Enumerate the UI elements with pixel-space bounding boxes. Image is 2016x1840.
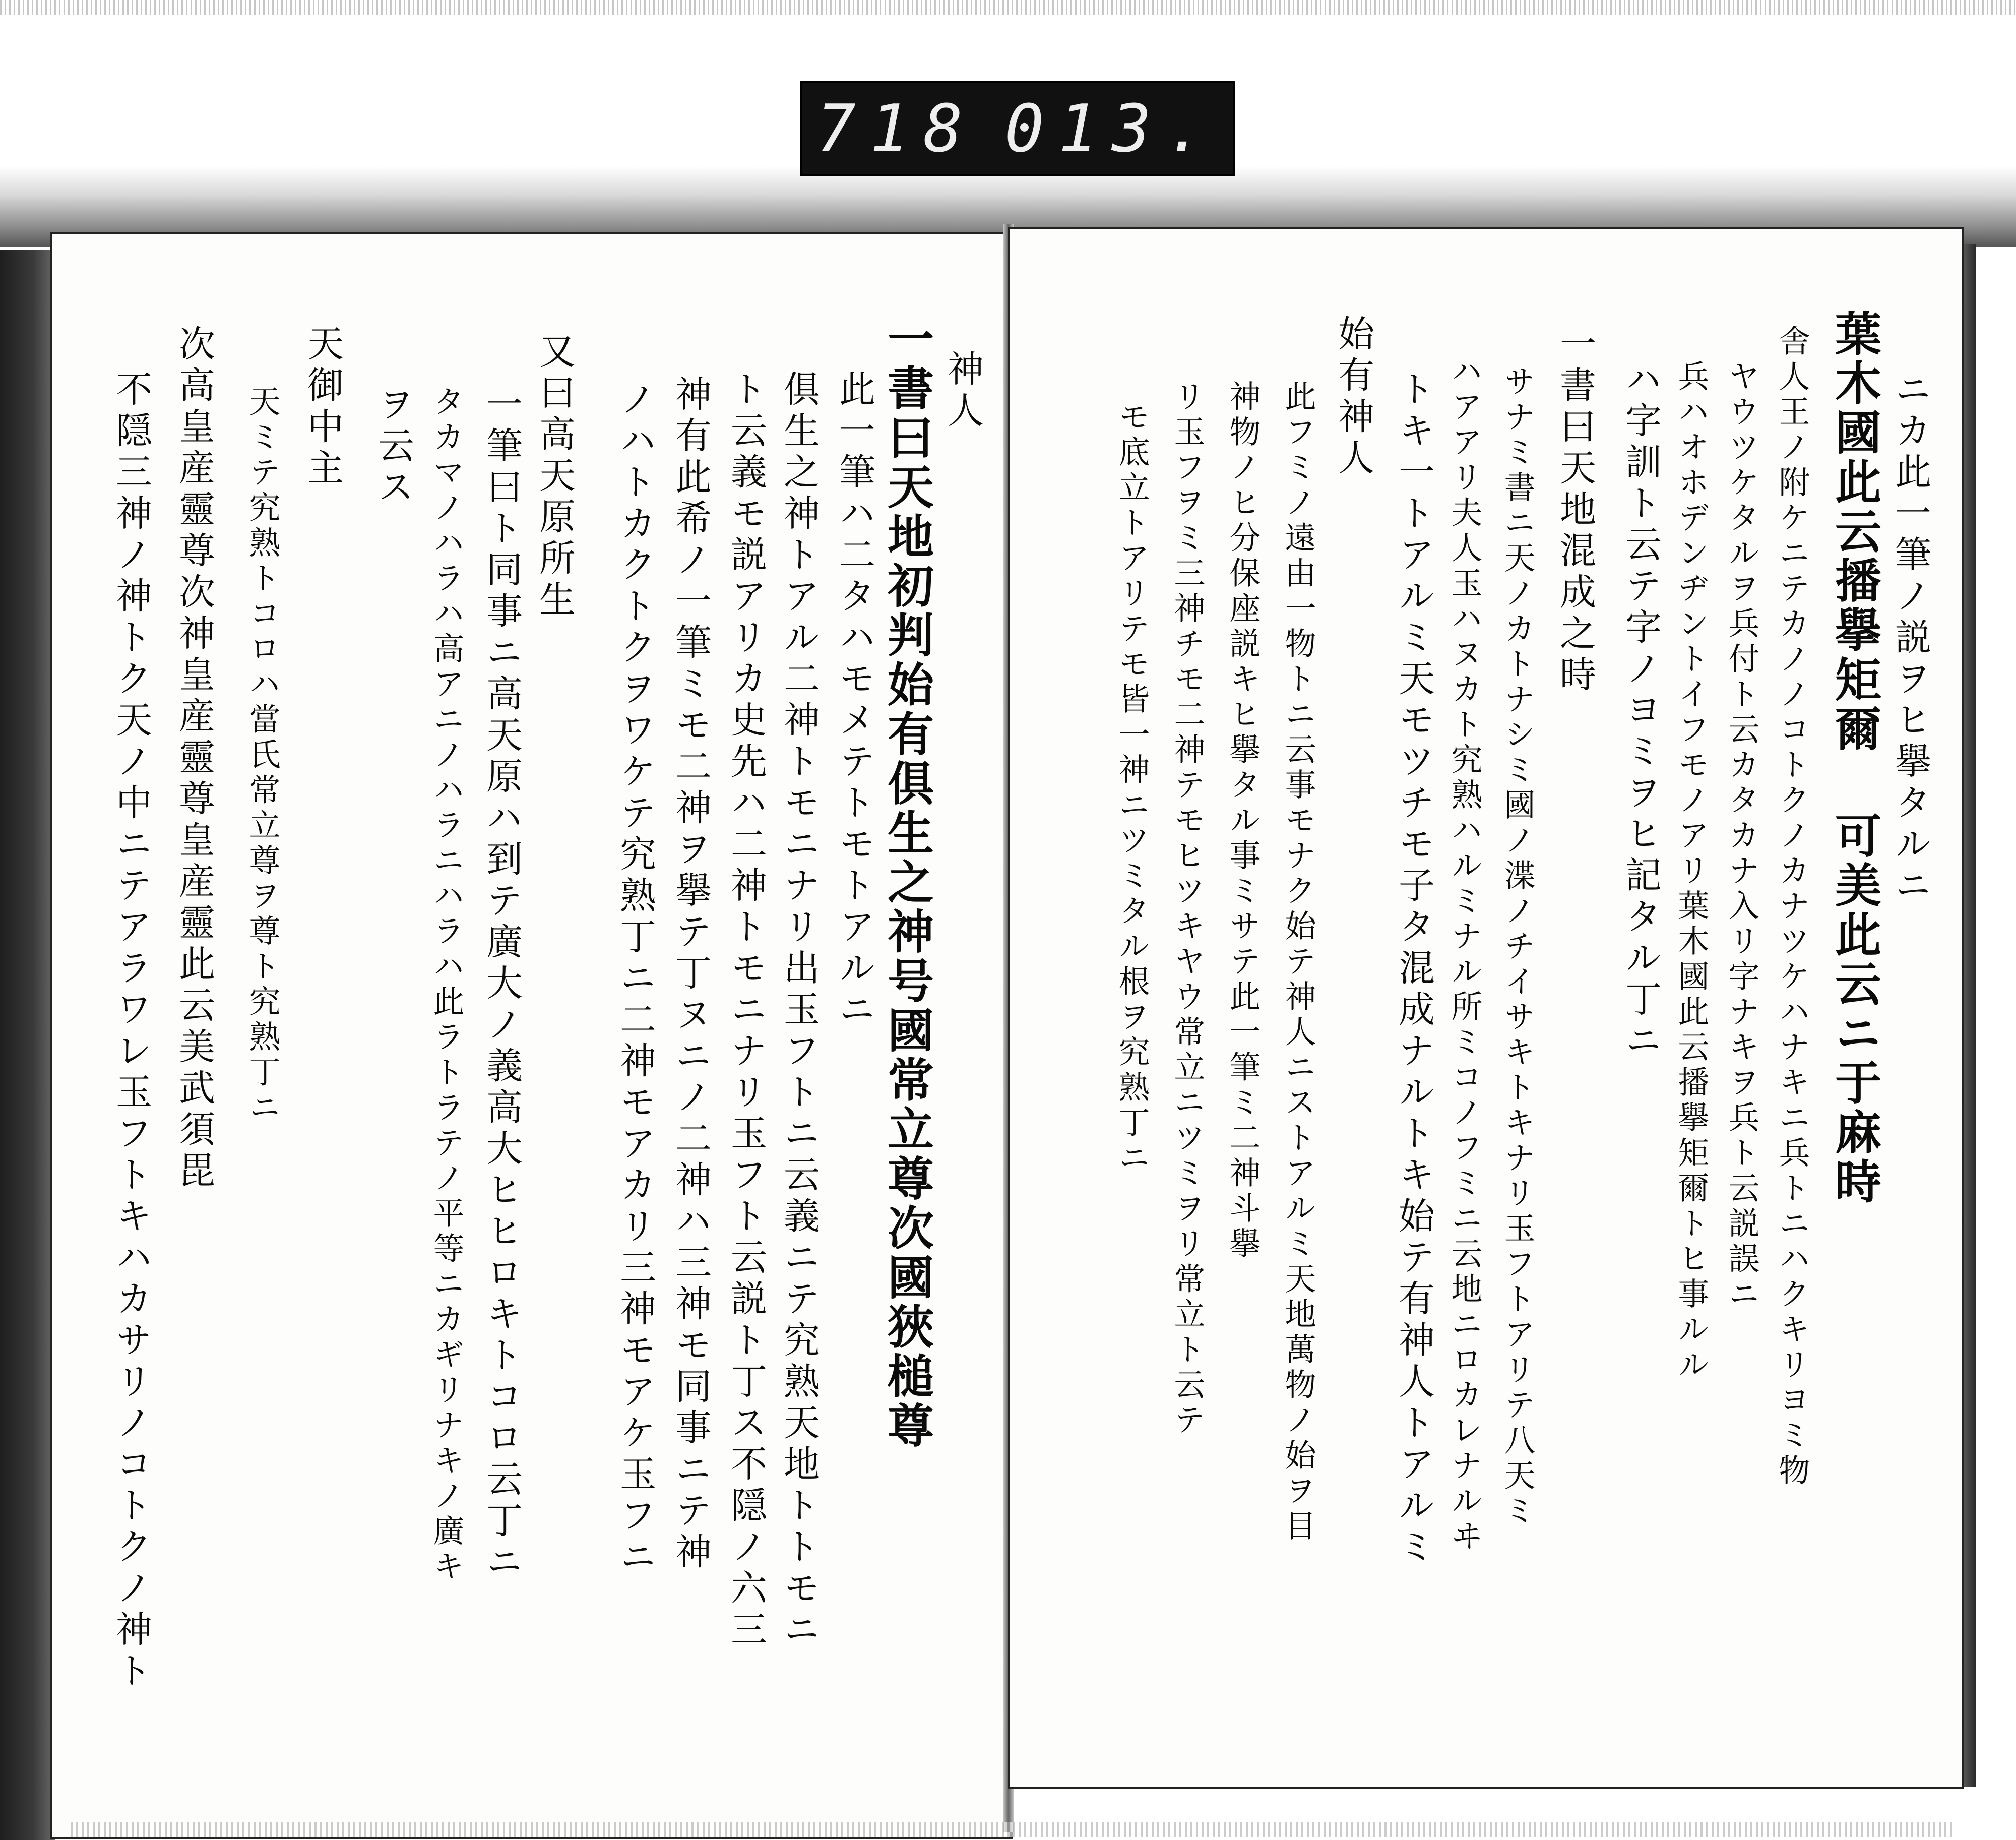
left-col-13: 天ミテ究熟トコロハ當氏常立尊ヲ尊ト究熟丁ニ xyxy=(244,385,281,1126)
right-col-3: 舎人王ノ附ケニテカノノコトクノカナツケハナキニ兵トニハクキリヨミ物 xyxy=(1774,325,1810,1489)
right-page xyxy=(1008,227,1964,1789)
film-label-left: 718 xyxy=(816,90,977,167)
scan-noise-bottom xyxy=(71,1822,1956,1837)
right-col-7: 一書曰天地混成之時 xyxy=(1554,325,1596,697)
right-col-11: 始有神人 xyxy=(1332,315,1374,480)
film-frame-label xyxy=(800,81,1235,176)
left-col-15: 不隠三神ノ神トク天ノ中ニテアラワレ玉フトキハカサリノコトクノ神ト xyxy=(110,370,152,1693)
right-col-9: ハアアリ夫人玉ハヌカト究熟ハルミナル所ミコノフミニ云地ニロカレナルヰ xyxy=(1446,355,1483,1555)
right-col-8: サナミ書ニ天ノカトナシミ國ノ渫ノチイサキトキナリ玉フトアリテ八天ミ xyxy=(1499,365,1536,1529)
right-col-12: 此フミノ遠由一物トニ云事モナク始テ神人ニストアルミ天地萬物ノ始ヲ目 xyxy=(1280,380,1316,1545)
left-col-14: 次高皇産靈尊次神皇産靈尊皇産靈此云美武須毘 xyxy=(173,325,215,1193)
right-col-6: ハ字訓ト云テ字ノヨミヲヒ記タル丁ニ xyxy=(1619,360,1662,1063)
book-edge-left xyxy=(0,250,55,1840)
left-col-7: ノハトカクトクヲワケテ究熟丁ニ二神モアカリ三神モアケ玉フニ xyxy=(614,380,656,1579)
right-col-5: 兵ハオホデンヂントイフモノアリ葉木國此云播擧矩爾トヒ事ルル xyxy=(1673,360,1710,1383)
right-col-14: リ玉フヲミ三神チモ二神テモヒツキヤウ常立ニツミヲリ常立ト云テ xyxy=(1169,380,1206,1439)
left-col-4: 俱生之神トアル二神トモニナリ出玉フトニ云義ニテ究熟天地トトモニ xyxy=(778,370,820,1651)
left-col-11: ヲ云ス xyxy=(372,385,414,509)
right-col-15: モ底立トアリテモ皆一神ニツミタル根ヲ究熟丁ニ xyxy=(1113,400,1150,1177)
left-page xyxy=(50,232,1013,1839)
left-col-1: 神人 xyxy=(941,350,984,433)
left-col-12: 天御中主 xyxy=(301,325,344,490)
left-col-9: 一筆曰ト同事ニ高天原ハ到テ廣大ノ義高大ヒヒロキトコロ云丁ニ xyxy=(480,385,523,1584)
right-col-1: ニカ此一筆ノ説ヲヒ擧タルニ xyxy=(1889,370,1931,907)
left-col-8: 又曰高天原所生 xyxy=(533,332,576,622)
left-col-10: タカマノハラハ高アニノハラニハラハ此ラトラテノ平等ニカギリナキノ廣キ xyxy=(428,385,465,1585)
left-col-2: 一書曰天地初判始有俱生之神号國常立尊次國狹槌尊 xyxy=(880,315,934,1451)
right-col-10: トキ一トアルミ天モツチモ子タ混成ナルトキ始テ有神人トアルミ xyxy=(1393,370,1435,1569)
scan-noise-top xyxy=(0,0,2016,15)
left-col-3: 此一筆ハ二タハモメテトモトアルニ xyxy=(833,370,875,1031)
left-col-6: 神有此希ノ一筆ミモ二神ヲ擧テ丁ヌニノ二神ハ三神モ同事ニテ神 xyxy=(669,375,712,1574)
right-col-4: ヤウツケタルヲ兵付ト云カタカナ入リ字ナキヲ兵ト云説誤ニ xyxy=(1723,360,1760,1313)
right-col-13: 神物ノヒ分保座説キヒ擧タル事ミサテ此一筆ミ二神斗擧 xyxy=(1224,380,1261,1262)
open-book xyxy=(0,224,1976,1840)
left-col-5: ト云義モ説アリカ史先ハ二神トモニナリ玉フト云説ト丁ス不隠ノ六三 xyxy=(725,370,767,1651)
right-col-2: 葉木國此云播擧矩爾 可美此云ニ于麻時 xyxy=(1828,310,1882,1207)
film-label-right: 013. xyxy=(1004,90,1219,167)
